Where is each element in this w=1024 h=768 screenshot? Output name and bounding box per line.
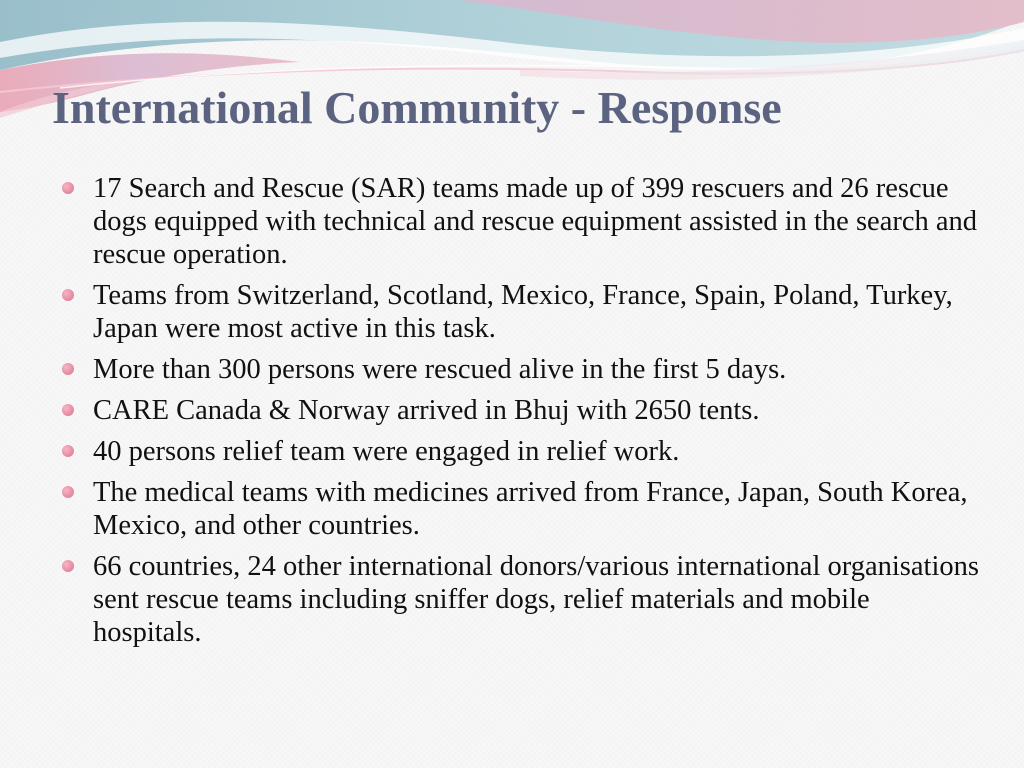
bullet-text: More than 300 persons were rescued alive in the first 5 days. (93, 354, 787, 385)
bullet-item (60, 476, 980, 542)
bullet-item (60, 435, 980, 468)
bullet-marker-icon (62, 289, 74, 301)
slide-title: International Community - Response (52, 82, 782, 133)
bullet-text: CARE Canada & Norway arrived in Bhuj with 2650 tents. (93, 395, 760, 426)
bullet-item (60, 279, 980, 345)
bullet-text: 66 countries, 24 other international donors/various international organisations sent rescue teams including sniffer dogs, relief materials and mobile hospitals. (93, 551, 979, 648)
bullet-text: 40 persons relief team were engaged in relief work. (93, 436, 680, 467)
bullet-item (60, 172, 980, 271)
bullet-marker-icon (62, 182, 74, 194)
bullet-marker-icon (62, 404, 74, 416)
bullet-item (60, 353, 980, 386)
slide-content (60, 172, 980, 657)
bullet-text: 17 Search and Rescue (SAR) teams made up of 399 rescuers and 26 rescue dogs equipped with technical and rescue equipment assisted in the search and rescue operation. (93, 173, 978, 270)
bullet-text: The medical teams with medicines arrived from France, Japan, South Korea, Mexico, and other countries. (93, 477, 968, 541)
bullet-text: Teams from Switzerland, Scotland, Mexico, France, Spain, Poland, Turkey, Japan were most active in this task. (93, 280, 953, 344)
bullet-marker-icon (62, 486, 74, 498)
bullet-marker-icon (62, 445, 74, 457)
bullet-marker-icon (62, 560, 74, 572)
bullet-marker-icon (62, 363, 74, 375)
bullet-item (60, 394, 980, 427)
bullet-item (60, 550, 980, 649)
bullet-list (60, 172, 980, 649)
